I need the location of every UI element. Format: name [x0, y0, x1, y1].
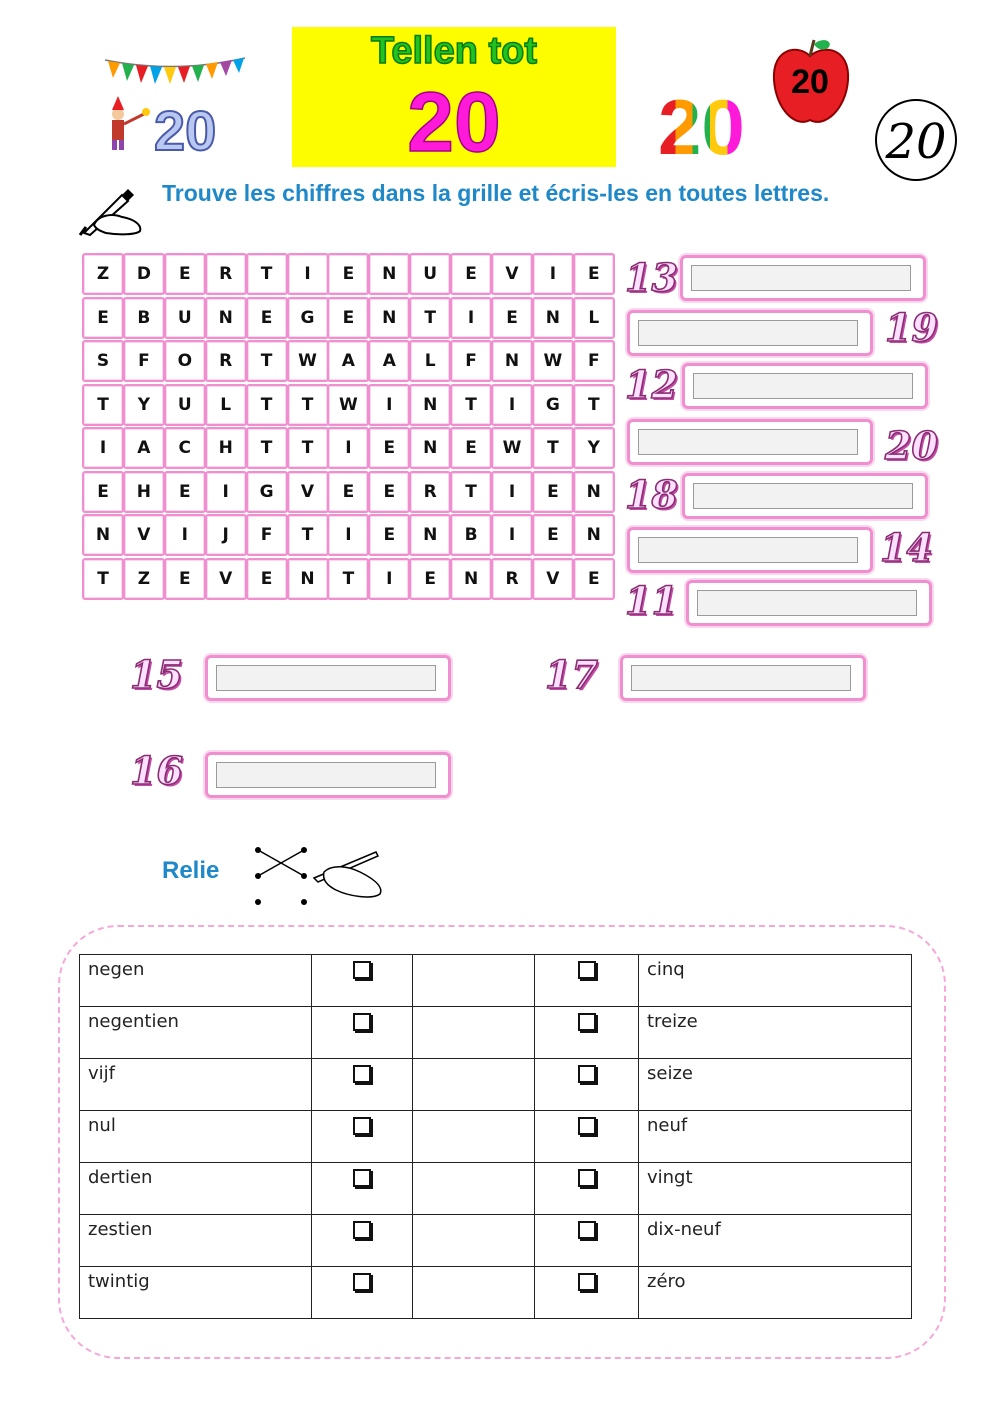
- grid-cell: I: [532, 253, 574, 295]
- spacer-cell: [413, 1267, 535, 1319]
- french-word: vingt: [639, 1163, 912, 1215]
- dutch-word: negentien: [80, 1007, 312, 1059]
- grid-cell: E: [573, 558, 615, 600]
- grid-cell: I: [327, 514, 369, 556]
- answer-input-17[interactable]: [631, 665, 851, 691]
- grid-cell: T: [287, 384, 329, 426]
- party-decoration: [100, 52, 250, 162]
- grid-cell: Y: [123, 384, 165, 426]
- grid-cell: J: [205, 514, 247, 556]
- grid-cell: I: [327, 427, 369, 469]
- number-label-16: 16: [130, 748, 183, 793]
- spacer-cell: [413, 1111, 535, 1163]
- right-checkbox-cell: [535, 1059, 639, 1111]
- grid-cell: I: [164, 514, 206, 556]
- grid-cell: E: [450, 253, 492, 295]
- grid-cell: T: [327, 558, 369, 600]
- grid-cell: E: [368, 427, 410, 469]
- connect-dots-icon: [248, 842, 388, 912]
- grid-cell: E: [532, 471, 574, 513]
- dutch-word: negen: [80, 955, 312, 1007]
- answer-field-20[interactable]: [627, 419, 873, 465]
- answer-field-13[interactable]: [680, 255, 926, 301]
- grid-cell: V: [205, 558, 247, 600]
- checkbox[interactable]: [578, 1065, 596, 1083]
- matching-row: [80, 1111, 912, 1163]
- apple-number: 20: [791, 63, 829, 101]
- grid-cell: T: [82, 558, 124, 600]
- grid-cell: I: [450, 297, 492, 339]
- grid-cell: E: [573, 253, 615, 295]
- spacer-cell: [413, 1059, 535, 1111]
- grid-cell: R: [491, 558, 533, 600]
- grid-cell: I: [368, 558, 410, 600]
- grid-cell: N: [409, 514, 451, 556]
- grid-cell: W: [491, 427, 533, 469]
- grid-cell: R: [205, 340, 247, 382]
- grid-cell: F: [573, 340, 615, 382]
- grid-cell: F: [450, 340, 492, 382]
- left-checkbox-cell: [312, 1267, 413, 1319]
- number-label-18: 18: [625, 472, 678, 517]
- number-label-14: 14: [880, 525, 933, 570]
- grid-cell: F: [123, 340, 165, 382]
- grid-cell: N: [450, 558, 492, 600]
- grid-cell: Z: [82, 253, 124, 295]
- grid-cell: T: [287, 427, 329, 469]
- grid-cell: D: [123, 253, 165, 295]
- matching-row: [80, 1267, 912, 1319]
- grid-cell: N: [409, 427, 451, 469]
- grid-cell: I: [491, 514, 533, 556]
- french-word: treize: [639, 1007, 912, 1059]
- grid-cell: E: [327, 471, 369, 513]
- grid-cell: I: [287, 253, 329, 295]
- matching-row: [80, 1059, 912, 1111]
- checkbox[interactable]: [353, 1221, 371, 1239]
- checkbox[interactable]: [578, 1169, 596, 1187]
- grid-cell: E: [164, 253, 206, 295]
- french-word: cinq: [639, 955, 912, 1007]
- grid-cell: E: [368, 514, 410, 556]
- grid-cell: T: [287, 514, 329, 556]
- striped-number-20: 20: [658, 88, 745, 160]
- right-checkbox-cell: [535, 1007, 639, 1059]
- grid-cell: H: [205, 427, 247, 469]
- number-label-15: 15: [130, 652, 183, 697]
- answer-input-11[interactable]: [697, 590, 917, 616]
- grid-cell: A: [327, 340, 369, 382]
- grid-cell: U: [164, 384, 206, 426]
- number-label-12: 12: [625, 362, 678, 407]
- grid-cell: N: [368, 253, 410, 295]
- circled-number: [872, 96, 960, 184]
- checkbox[interactable]: [353, 1169, 371, 1187]
- grid-cell: L: [205, 384, 247, 426]
- french-word: seize: [639, 1059, 912, 1111]
- grid-cell: T: [409, 297, 451, 339]
- grid-cell: I: [205, 471, 247, 513]
- french-word: zéro: [639, 1267, 912, 1319]
- grid-cell: A: [368, 340, 410, 382]
- grid-cell: E: [246, 558, 288, 600]
- answer-field-17[interactable]: [620, 655, 866, 701]
- grid-cell: T: [82, 384, 124, 426]
- answer-input-20[interactable]: [638, 429, 858, 455]
- left-checkbox-cell: [312, 1215, 413, 1267]
- circled-number-text: 20: [885, 114, 947, 170]
- grid-cell: N: [491, 340, 533, 382]
- dutch-word: dertien: [80, 1163, 312, 1215]
- grid-cell: V: [287, 471, 329, 513]
- french-word: dix-neuf: [639, 1215, 912, 1267]
- word-search-grid: [82, 253, 614, 605]
- grid-cell: R: [205, 253, 247, 295]
- grid-cell: E: [491, 297, 533, 339]
- checkbox[interactable]: [353, 1065, 371, 1083]
- matching-row: [80, 1007, 912, 1059]
- grid-cell: L: [573, 297, 615, 339]
- left-checkbox-cell: [312, 1007, 413, 1059]
- grid-cell: E: [409, 558, 451, 600]
- grid-cell: G: [246, 471, 288, 513]
- grid-cell: E: [450, 427, 492, 469]
- matching-row: [80, 1215, 912, 1267]
- dutch-word: zestien: [80, 1215, 312, 1267]
- grid-cell: S: [82, 340, 124, 382]
- grid-cell: E: [82, 471, 124, 513]
- grid-cell: C: [164, 427, 206, 469]
- grid-cell: E: [164, 471, 206, 513]
- grid-cell: N: [409, 384, 451, 426]
- grid-cell: B: [123, 297, 165, 339]
- grid-cell: N: [573, 514, 615, 556]
- grid-cell: V: [491, 253, 533, 295]
- grid-cell: B: [450, 514, 492, 556]
- number-label-19: 19: [885, 305, 938, 350]
- checkbox[interactable]: [353, 1013, 371, 1031]
- grid-cell: Z: [123, 558, 165, 600]
- right-checkbox-cell: [535, 1111, 639, 1163]
- grid-cell: E: [327, 297, 369, 339]
- checkbox[interactable]: [353, 1273, 371, 1291]
- grid-cell: W: [287, 340, 329, 382]
- answer-field-15[interactable]: [205, 655, 451, 701]
- grid-cell: E: [164, 558, 206, 600]
- title-line1: Tellen tot: [370, 30, 538, 72]
- spacer-cell: [413, 1007, 535, 1059]
- grid-cell: A: [123, 427, 165, 469]
- number-label-11: 11: [625, 578, 678, 623]
- answer-field-19[interactable]: [627, 310, 873, 356]
- spacer-cell: [413, 955, 535, 1007]
- grid-cell: G: [532, 384, 574, 426]
- grid-cell: W: [532, 340, 574, 382]
- left-checkbox-cell: [312, 1111, 413, 1163]
- grid-cell: T: [246, 340, 288, 382]
- grid-cell: V: [123, 514, 165, 556]
- grid-cell: E: [368, 471, 410, 513]
- grid-cell: N: [573, 471, 615, 513]
- grid-cell: T: [246, 253, 288, 295]
- right-checkbox-cell: [535, 1163, 639, 1215]
- grid-cell: W: [327, 384, 369, 426]
- striped-20-decoration: [656, 88, 756, 160]
- checkbox[interactable]: [578, 961, 596, 979]
- grid-cell: N: [205, 297, 247, 339]
- checkbox[interactable]: [353, 961, 371, 979]
- grid-cell: I: [368, 384, 410, 426]
- grid-cell: T: [450, 471, 492, 513]
- checkbox[interactable]: [578, 1117, 596, 1135]
- checkbox[interactable]: [353, 1117, 371, 1135]
- instruction-text: Trouve les chiffres dans la grille et écris-les en toutes lettres.: [162, 180, 830, 206]
- right-checkbox-cell: [535, 1267, 639, 1319]
- answer-field-18[interactable]: [682, 473, 928, 519]
- grid-cell: T: [450, 384, 492, 426]
- deco-number-20: 20: [154, 99, 217, 162]
- grid-cell: E: [82, 297, 124, 339]
- grid-cell: T: [246, 384, 288, 426]
- dutch-word: vijf: [80, 1059, 312, 1111]
- grid-cell: E: [327, 253, 369, 295]
- left-checkbox-cell: [312, 1059, 413, 1111]
- grid-cell: R: [409, 471, 451, 513]
- right-checkbox-cell: [535, 955, 639, 1007]
- title-line2: 20: [407, 75, 501, 169]
- answer-field-11[interactable]: [686, 580, 932, 626]
- checkbox[interactable]: [578, 1013, 596, 1031]
- grid-cell: G: [287, 297, 329, 339]
- answer-field-14[interactable]: [627, 527, 873, 573]
- grid-cell: F: [246, 514, 288, 556]
- grid-cell: V: [532, 558, 574, 600]
- left-checkbox-cell: [312, 1163, 413, 1215]
- grid-cell: E: [532, 514, 574, 556]
- grid-cell: E: [246, 297, 288, 339]
- answer-input-12[interactable]: [693, 373, 913, 399]
- grid-cell: N: [368, 297, 410, 339]
- grid-cell: N: [82, 514, 124, 556]
- answer-input-16[interactable]: [216, 762, 436, 788]
- number-label-13: 13: [625, 255, 678, 300]
- answer-field-16[interactable]: [205, 752, 451, 798]
- dutch-word: nul: [80, 1111, 312, 1163]
- grid-cell: O: [164, 340, 206, 382]
- grid-cell: U: [164, 297, 206, 339]
- french-word: neuf: [639, 1111, 912, 1163]
- grid-cell: I: [491, 471, 533, 513]
- grid-cell: T: [573, 384, 615, 426]
- grid-cell: T: [246, 427, 288, 469]
- grid-cell: N: [287, 558, 329, 600]
- number-label-17: 17: [545, 652, 598, 697]
- answer-input-14[interactable]: [638, 537, 858, 563]
- grid-cell: U: [409, 253, 451, 295]
- spacer-cell: [413, 1215, 535, 1267]
- writing-hand-icon: [78, 185, 148, 237]
- grid-cell: Y: [573, 427, 615, 469]
- right-checkbox-cell: [535, 1215, 639, 1267]
- dutch-word: twintig: [80, 1267, 312, 1319]
- checkbox[interactable]: [578, 1273, 596, 1291]
- number-label-20: 20: [885, 423, 938, 468]
- answer-field-12[interactable]: [682, 363, 928, 409]
- apple-icon: [768, 36, 852, 128]
- answer-input-18[interactable]: [693, 483, 913, 509]
- answer-input-19[interactable]: [638, 320, 858, 346]
- grid-cell: N: [532, 297, 574, 339]
- grid-cell: I: [491, 384, 533, 426]
- left-checkbox-cell: [312, 955, 413, 1007]
- answer-input-15[interactable]: [216, 665, 436, 691]
- answer-input-13[interactable]: [691, 265, 911, 291]
- grid-cell: I: [82, 427, 124, 469]
- checkbox[interactable]: [578, 1221, 596, 1239]
- matching-table: [79, 954, 912, 1319]
- relie-label: Relie: [162, 857, 220, 884]
- matching-row: [80, 1163, 912, 1215]
- matching-row: [80, 955, 912, 1007]
- grid-cell: T: [532, 427, 574, 469]
- grid-cell: H: [123, 471, 165, 513]
- grid-cell: L: [409, 340, 451, 382]
- spacer-cell: [413, 1163, 535, 1215]
